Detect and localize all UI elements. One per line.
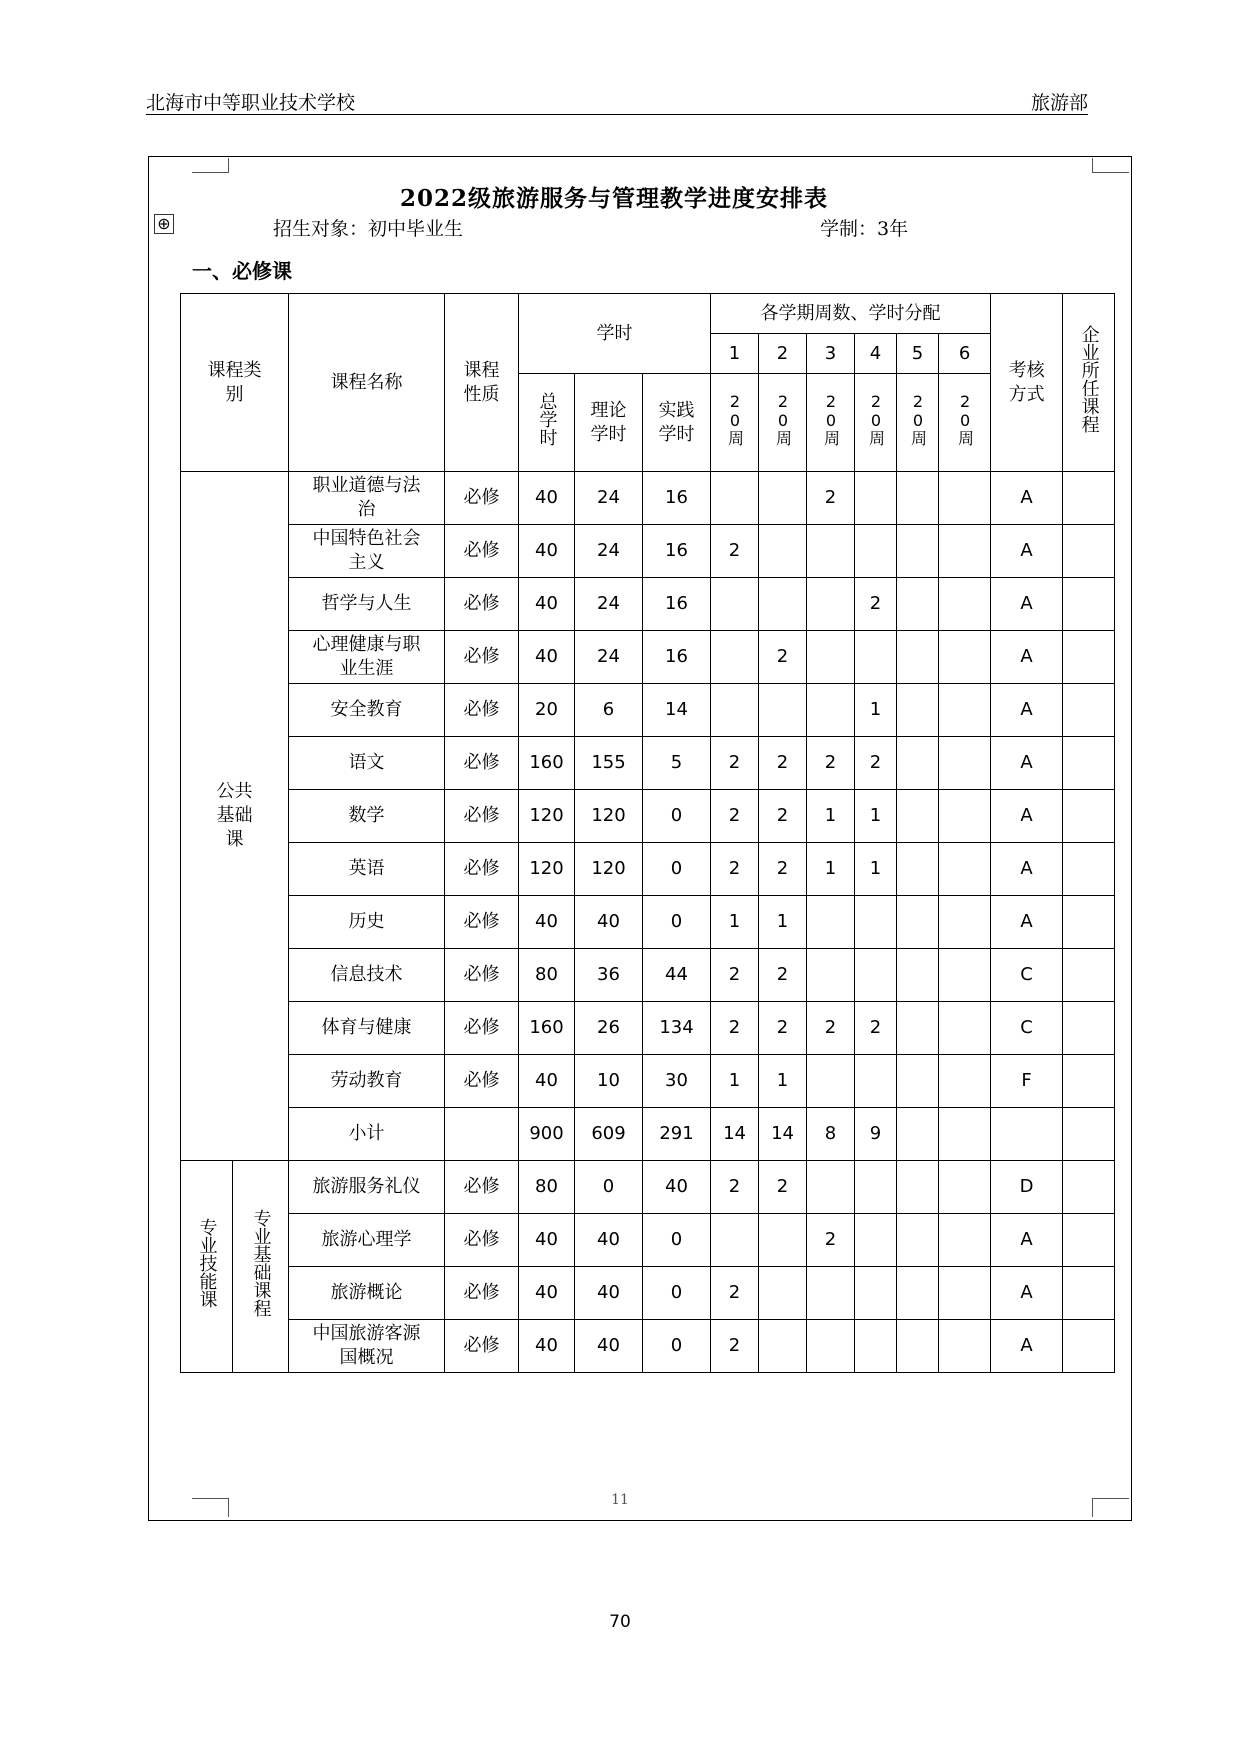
- table-row: [181, 790, 1115, 843]
- total-hours: 80: [519, 1161, 575, 1214]
- enterprise-course: [1063, 578, 1115, 631]
- total-hours: 900: [519, 1108, 575, 1161]
- practice-hours: 16: [643, 578, 711, 631]
- enterprise-course: [1063, 896, 1115, 949]
- term-1-hours: 2: [711, 949, 759, 1002]
- theory-hours: 0: [575, 1161, 643, 1214]
- term-6-hours: [939, 1055, 991, 1108]
- practice-hours: 0: [643, 790, 711, 843]
- term-4-hours: 1: [855, 790, 897, 843]
- term-5-hours: [897, 790, 939, 843]
- term-6-hours: [939, 578, 991, 631]
- term-3-hours: [807, 896, 855, 949]
- course-nature: 必修: [445, 631, 519, 684]
- header-practice-hours: 实践学时: [643, 374, 711, 472]
- table-row: [181, 578, 1115, 631]
- enterprise-course: [1063, 684, 1115, 737]
- term-4-hours: [855, 1161, 897, 1214]
- total-hours: 40: [519, 896, 575, 949]
- header-term-2: 2: [759, 334, 807, 374]
- section-heading: 一、必修课: [192, 259, 292, 283]
- term-6-hours: [939, 737, 991, 790]
- course-name: 数学: [289, 790, 445, 843]
- course-nature: 必修: [445, 1055, 519, 1108]
- table-row: [181, 631, 1115, 684]
- term-1-hours: 2: [711, 1320, 759, 1373]
- course-nature: 必修: [445, 684, 519, 737]
- term-1-hours: 1: [711, 896, 759, 949]
- term-4-hours: [855, 631, 897, 684]
- header-enterprise-course: [1063, 294, 1115, 472]
- total-hours: 40: [519, 472, 575, 525]
- practice-hours: 16: [643, 631, 711, 684]
- term-5-hours: [897, 578, 939, 631]
- term-5-hours: [897, 525, 939, 578]
- term-1-hours: 2: [711, 843, 759, 896]
- assessment-method: A: [991, 472, 1063, 525]
- course-name: 心理健康与职业生涯: [289, 631, 445, 684]
- term-3-hours: [807, 1161, 855, 1214]
- term-1-hours: [711, 578, 759, 631]
- course-nature: 必修: [445, 1214, 519, 1267]
- course-name: 劳动教育: [289, 1055, 445, 1108]
- term-1-hours: 2: [711, 1267, 759, 1320]
- theory-hours: 24: [575, 631, 643, 684]
- school-name: 北海市中等职业技术学校: [146, 92, 356, 114]
- term-3-hours: [807, 631, 855, 684]
- category-public-basic: 公共基础课: [181, 472, 289, 1161]
- header-course-nature: 课程性质: [445, 294, 519, 472]
- total-hours: 160: [519, 737, 575, 790]
- term-1-hours: [711, 1214, 759, 1267]
- header-term-weeks-1: [711, 374, 759, 472]
- term-5-hours: [897, 737, 939, 790]
- header-enterprise-course-text: 企业所任课程: [1078, 325, 1100, 433]
- total-hours: 40: [519, 1267, 575, 1320]
- practice-hours: 0: [643, 896, 711, 949]
- course-name: 语文: [289, 737, 445, 790]
- term-1-hours: [711, 631, 759, 684]
- term-4-hours: [855, 472, 897, 525]
- term-1-hours: 2: [711, 737, 759, 790]
- course-nature: 必修: [445, 1161, 519, 1214]
- term-1-hours: 2: [711, 1002, 759, 1055]
- term-5-hours: [897, 896, 939, 949]
- term-4-hours: 2: [855, 737, 897, 790]
- table-move-handle-icon[interactable]: ⊕: [154, 214, 174, 234]
- enterprise-course: [1063, 1320, 1115, 1373]
- course-nature: 必修: [445, 896, 519, 949]
- practice-hours: 30: [643, 1055, 711, 1108]
- assessment-method: A: [991, 631, 1063, 684]
- term-4-hours: [855, 525, 897, 578]
- term-4-hours: 1: [855, 843, 897, 896]
- assessment-method: D: [991, 1161, 1063, 1214]
- assessment-method: A: [991, 843, 1063, 896]
- term-2-hours: 2: [759, 1161, 807, 1214]
- term-1-hours: 2: [711, 1161, 759, 1214]
- practice-hours: 134: [643, 1002, 711, 1055]
- course-nature: 必修: [445, 843, 519, 896]
- theory-hours: 120: [575, 790, 643, 843]
- term-6-hours: [939, 1214, 991, 1267]
- table-row: [181, 684, 1115, 737]
- term-4-hours: 2: [855, 1002, 897, 1055]
- term-4-hours: [855, 1320, 897, 1373]
- term-5-hours: [897, 1267, 939, 1320]
- table-row: [181, 1161, 1115, 1214]
- header-term-1: 1: [711, 334, 759, 374]
- term-3-hours: [807, 578, 855, 631]
- practice-hours: 0: [643, 1320, 711, 1373]
- term-4-hours: 1: [855, 684, 897, 737]
- term-2-hours: 2: [759, 790, 807, 843]
- table-row: [181, 1320, 1115, 1373]
- header-course-name: 课程名称: [289, 294, 445, 472]
- term-4-hours: [855, 896, 897, 949]
- theory-hours: 40: [575, 1320, 643, 1373]
- practice-hours: 5: [643, 737, 711, 790]
- course-name: 小计: [289, 1108, 445, 1161]
- table-row: [181, 737, 1115, 790]
- header-term-weeks-6: [939, 374, 991, 472]
- category-professional-skills: [181, 1161, 233, 1373]
- enterprise-course: [1063, 1161, 1115, 1214]
- assessment-method: A: [991, 896, 1063, 949]
- term-2-hours: [759, 578, 807, 631]
- term-6-hours: [939, 896, 991, 949]
- course-name: 旅游心理学: [289, 1214, 445, 1267]
- enterprise-course: [1063, 1002, 1115, 1055]
- term-6-hours: [939, 1320, 991, 1373]
- header-term-weeks-text: 20周: [821, 392, 841, 446]
- department-name: 旅游部: [1030, 92, 1088, 114]
- enterprise-course: [1063, 1055, 1115, 1108]
- total-hours: 40: [519, 1320, 575, 1373]
- enterprise-course: [1063, 1267, 1115, 1320]
- course-name: 中国旅游客源国概况: [289, 1320, 445, 1373]
- term-5-hours: [897, 1320, 939, 1373]
- header-assessment: 考核方式: [991, 294, 1063, 472]
- term-3-hours: [807, 949, 855, 1002]
- term-3-hours: [807, 1055, 855, 1108]
- term-3-hours: 2: [807, 1214, 855, 1267]
- term-6-hours: [939, 1108, 991, 1161]
- term-3-hours: 2: [807, 737, 855, 790]
- total-hours: 40: [519, 631, 575, 684]
- course-nature: 必修: [445, 1267, 519, 1320]
- enterprise-course: [1063, 631, 1115, 684]
- term-2-hours: 2: [759, 631, 807, 684]
- header-term-weeks-3: [807, 374, 855, 472]
- theory-hours: 120: [575, 843, 643, 896]
- table-row: [181, 1108, 1115, 1161]
- course-nature: 必修: [445, 949, 519, 1002]
- term-3-hours: 8: [807, 1108, 855, 1161]
- assessment-method: A: [991, 737, 1063, 790]
- page-header: [146, 88, 1088, 115]
- theory-hours: 40: [575, 1214, 643, 1267]
- term-5-hours: [897, 1108, 939, 1161]
- enrollment-target: 招生对象：初中毕业生: [273, 218, 464, 240]
- assessment-method: A: [991, 790, 1063, 843]
- term-3-hours: [807, 1267, 855, 1320]
- header-term-3: 3: [807, 334, 855, 374]
- enterprise-course: [1063, 737, 1115, 790]
- theory-hours: 40: [575, 896, 643, 949]
- table-row: [181, 1214, 1115, 1267]
- header-hours: 学时: [519, 294, 711, 374]
- practice-hours: 0: [643, 1267, 711, 1320]
- term-4-hours: [855, 1267, 897, 1320]
- course-name: 历史: [289, 896, 445, 949]
- table-row: [181, 1267, 1115, 1320]
- term-2-hours: 2: [759, 949, 807, 1002]
- header-total-hours-text: 总学时: [536, 392, 558, 446]
- term-4-hours: [855, 1214, 897, 1267]
- term-4-hours: 2: [855, 578, 897, 631]
- course-nature: 必修: [445, 1002, 519, 1055]
- course-name: 英语: [289, 843, 445, 896]
- course-name: 职业道德与法治: [289, 472, 445, 525]
- total-hours: 20: [519, 684, 575, 737]
- course-name: 哲学与人生: [289, 578, 445, 631]
- term-4-hours: [855, 949, 897, 1002]
- page-number: 70: [609, 1612, 631, 1632]
- term-5-hours: [897, 1002, 939, 1055]
- term-6-hours: [939, 1267, 991, 1320]
- course-name: 中国特色社会主义: [289, 525, 445, 578]
- term-3-hours: [807, 684, 855, 737]
- term-5-hours: [897, 949, 939, 1002]
- table-row: [181, 1002, 1115, 1055]
- header-term-weeks-4: [855, 374, 897, 472]
- term-2-hours: 2: [759, 737, 807, 790]
- term-6-hours: [939, 525, 991, 578]
- term-2-hours: 2: [759, 843, 807, 896]
- term-6-hours: [939, 684, 991, 737]
- term-6-hours: [939, 843, 991, 896]
- term-3-hours: 1: [807, 843, 855, 896]
- term-2-hours: 14: [759, 1108, 807, 1161]
- header-term-weeks-text: 20周: [955, 392, 975, 446]
- total-hours: 40: [519, 525, 575, 578]
- header-term-6: 6: [939, 334, 991, 374]
- curriculum-table: [180, 293, 1115, 1373]
- enterprise-course: [1063, 843, 1115, 896]
- course-nature: [445, 1108, 519, 1161]
- term-3-hours: 1: [807, 790, 855, 843]
- term-2-hours: 2: [759, 1002, 807, 1055]
- practice-hours: 40: [643, 1161, 711, 1214]
- term-6-hours: [939, 631, 991, 684]
- assessment-method: A: [991, 1320, 1063, 1373]
- term-3-hours: [807, 1320, 855, 1373]
- assessment-method: C: [991, 949, 1063, 1002]
- practice-hours: 44: [643, 949, 711, 1002]
- term-1-hours: [711, 472, 759, 525]
- term-2-hours: [759, 472, 807, 525]
- crop-mark-top-left: [192, 158, 229, 173]
- theory-hours: 155: [575, 737, 643, 790]
- header-term-distribution: 各学期周数、学时分配: [711, 294, 991, 334]
- total-hours: 40: [519, 1214, 575, 1267]
- crop-mark-top-right: [1092, 158, 1129, 173]
- term-4-hours: 9: [855, 1108, 897, 1161]
- course-nature: 必修: [445, 472, 519, 525]
- theory-hours: 6: [575, 684, 643, 737]
- term-1-hours: 2: [711, 525, 759, 578]
- term-2-hours: 1: [759, 1055, 807, 1108]
- enterprise-course: [1063, 472, 1115, 525]
- term-1-hours: 2: [711, 790, 759, 843]
- term-6-hours: [939, 1161, 991, 1214]
- term-1-hours: 1: [711, 1055, 759, 1108]
- theory-hours: 26: [575, 1002, 643, 1055]
- term-3-hours: 2: [807, 472, 855, 525]
- theory-hours: 40: [575, 1267, 643, 1320]
- header-term-weeks-text: 20周: [866, 392, 886, 446]
- course-nature: 必修: [445, 737, 519, 790]
- table-row: [181, 843, 1115, 896]
- theory-hours: 24: [575, 525, 643, 578]
- term-5-hours: [897, 472, 939, 525]
- practice-hours: 16: [643, 525, 711, 578]
- total-hours: 40: [519, 578, 575, 631]
- term-5-hours: [897, 1214, 939, 1267]
- theory-hours: 36: [575, 949, 643, 1002]
- term-6-hours: [939, 1002, 991, 1055]
- enterprise-course: [1063, 790, 1115, 843]
- header-category: 课程类别: [181, 294, 289, 472]
- enterprise-course: [1063, 1214, 1115, 1267]
- header-theory-hours: 理论学时: [575, 374, 643, 472]
- term-5-hours: [897, 631, 939, 684]
- course-name: 安全教育: [289, 684, 445, 737]
- document-title: 2022级旅游服务与管理教学进度安排表: [400, 185, 829, 212]
- term-5-hours: [897, 684, 939, 737]
- total-hours: 40: [519, 1055, 575, 1108]
- theory-hours: 24: [575, 578, 643, 631]
- enterprise-course: [1063, 525, 1115, 578]
- assessment-method: F: [991, 1055, 1063, 1108]
- total-hours: 80: [519, 949, 575, 1002]
- study-duration: 学制：3年: [820, 218, 909, 240]
- total-hours: 120: [519, 843, 575, 896]
- practice-hours: 16: [643, 472, 711, 525]
- term-1-hours: 14: [711, 1108, 759, 1161]
- assessment-method: A: [991, 684, 1063, 737]
- term-5-hours: [897, 1161, 939, 1214]
- term-1-hours: [711, 684, 759, 737]
- course-name: 旅游概论: [289, 1267, 445, 1320]
- total-hours: 120: [519, 790, 575, 843]
- term-6-hours: [939, 949, 991, 1002]
- assessment-method: A: [991, 1214, 1063, 1267]
- enterprise-course: [1063, 949, 1115, 1002]
- practice-hours: 0: [643, 843, 711, 896]
- course-name: 体育与健康: [289, 1002, 445, 1055]
- practice-hours: 291: [643, 1108, 711, 1161]
- table-row: [181, 949, 1115, 1002]
- category-professional-skills-text: 专业技能课: [196, 1218, 218, 1308]
- term-2-hours: [759, 1320, 807, 1373]
- term-2-hours: [759, 1214, 807, 1267]
- assessment-method: C: [991, 1002, 1063, 1055]
- term-5-hours: [897, 1055, 939, 1108]
- header-term-weeks-text: 20周: [773, 392, 793, 446]
- practice-hours: 14: [643, 684, 711, 737]
- theory-hours: 609: [575, 1108, 643, 1161]
- term-3-hours: 2: [807, 1002, 855, 1055]
- table-row: [181, 896, 1115, 949]
- course-nature: 必修: [445, 790, 519, 843]
- inner-page-number: 11: [611, 1492, 629, 1508]
- practice-hours: 0: [643, 1214, 711, 1267]
- term-2-hours: [759, 525, 807, 578]
- assessment-method: [991, 1108, 1063, 1161]
- header-term-4: 4: [855, 334, 897, 374]
- subcategory-professional-basic-text: 专业基础课程: [250, 1209, 272, 1317]
- term-2-hours: [759, 684, 807, 737]
- header-term-weeks-text: 20周: [908, 392, 928, 446]
- table-row: [181, 472, 1115, 525]
- term-5-hours: [897, 843, 939, 896]
- header-term-weeks-2: [759, 374, 807, 472]
- assessment-method: A: [991, 525, 1063, 578]
- header-term-weeks-5: [897, 374, 939, 472]
- term-6-hours: [939, 790, 991, 843]
- total-hours: 160: [519, 1002, 575, 1055]
- course-name: 信息技术: [289, 949, 445, 1002]
- term-6-hours: [939, 472, 991, 525]
- theory-hours: 10: [575, 1055, 643, 1108]
- term-2-hours: [759, 1267, 807, 1320]
- course-name: 旅游服务礼仪: [289, 1161, 445, 1214]
- theory-hours: 24: [575, 472, 643, 525]
- enterprise-course: [1063, 1108, 1115, 1161]
- header-term-5: 5: [897, 334, 939, 374]
- course-nature: 必修: [445, 525, 519, 578]
- term-4-hours: [855, 1055, 897, 1108]
- table-row: [181, 1055, 1115, 1108]
- header-term-weeks-text: 20周: [725, 392, 745, 446]
- assessment-method: A: [991, 1267, 1063, 1320]
- term-2-hours: 1: [759, 896, 807, 949]
- header-total-hours: [519, 374, 575, 472]
- assessment-method: A: [991, 578, 1063, 631]
- course-nature: 必修: [445, 1320, 519, 1373]
- course-nature: 必修: [445, 578, 519, 631]
- table-row: [181, 525, 1115, 578]
- term-3-hours: [807, 525, 855, 578]
- subcategory-professional-basic: [233, 1161, 289, 1373]
